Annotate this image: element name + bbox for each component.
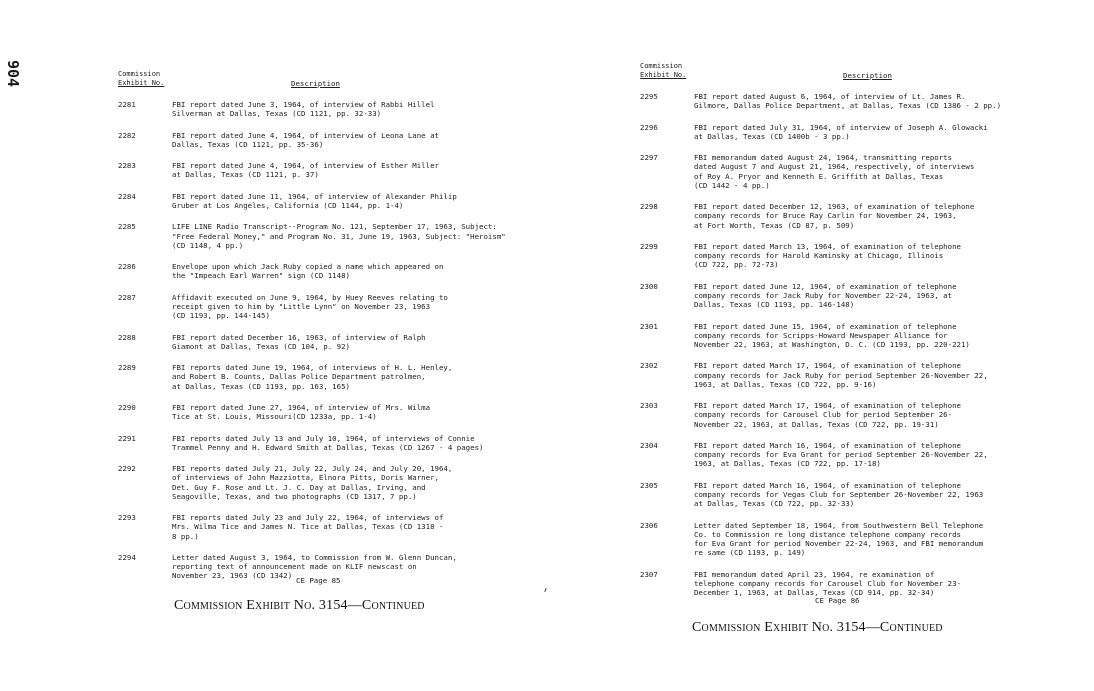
- exhibit-entry: [118, 333, 508, 351]
- exhibit-entry: [118, 262, 508, 280]
- exhibit-caption-right: Commission Exhibit No. 3154—Continued: [692, 620, 943, 635]
- exhibit-description: Letter dated September 18, 1964, from Southwestern Bell Telephone Co. to Commission re long distance telephone company records for Eva Grant for period November 22-24, 1963, and FBI memorandum re same (CD 1193, p. 149): [694, 520, 984, 558]
- exhibit-number: 2303: [640, 401, 658, 411]
- exhibit-description: FBI report dated June 4, 1964, of interview of Leona Lane at Dallas, Texas (CD 1121, pp. 35-36): [172, 130, 439, 149]
- exhibit-description: FBI report dated March 17, 1964, of examination of telephone company records for Carousel Club for period September 26- November 22, 1963, at Dallas, Texas (CD 722, pp. 19-31): [694, 401, 961, 429]
- exhibit-number: 2286: [118, 262, 136, 272]
- exhibit-entry: [118, 464, 508, 501]
- exhibit-number: 2297: [640, 153, 658, 163]
- exhibit-number: 2302: [640, 361, 658, 371]
- exhibit-description: FBI reports dated July 13 and July 10, 1964, of interviews of Connie Trammel Penny and H. Edward Smith at Dallas, Texas (CD 1267 - 4 pages): [172, 433, 484, 452]
- exhibit-entry: [640, 441, 1040, 469]
- entry-list: [640, 92, 1040, 597]
- exhibit-entry: [118, 100, 508, 118]
- exhibit-number: 2298: [640, 202, 658, 212]
- exhibit-number: 2287: [118, 292, 136, 302]
- exhibit-entry: [118, 513, 508, 541]
- exhibit-entry: [640, 521, 1040, 558]
- exhibit-entry: [118, 161, 508, 179]
- exhibit-number: 2296: [640, 122, 658, 132]
- exhibit-entry: [118, 434, 508, 452]
- exhibit-entry: [640, 202, 1040, 230]
- exhibit-entry: [640, 242, 1040, 270]
- exhibit-description: FBI reports dated July 23 and July 22, 1964, of interviews of Mrs. Wilma Tice and James N. Tice at Dallas, Texas (CD 1318 - 8 pp.): [172, 513, 444, 541]
- exhibit-description: FBI report dated June 4, 1964, of interview of Esther Miller at Dallas, Texas (CD 1121, p. 37): [172, 161, 439, 180]
- exhibit-description: FBI reports dated July 21, July 22, July 24, and July 20, 1964, of interviews of John Mazziotta, Elnora Pitts, Doris Warner, Det. Guy F. Rose and Lt. J. C. Day at Dallas, Irving, and Seagoville, Texas, and two photographs (CD 1317, 7 pp.): [172, 464, 453, 501]
- entry-list: [118, 100, 508, 581]
- exhibit-number: 2295: [640, 92, 658, 101]
- exhibit-number: 2290: [118, 402, 136, 412]
- exhibit-description: FBI report dated March 16, 1964, of examination of telephone company records for Eva Grant for period September 26-November 22, 1963, at Dallas, Texas (CD 722, pp. 17-18): [694, 440, 988, 469]
- exhibit-number: 2301: [640, 321, 658, 331]
- column-header: [118, 70, 508, 92]
- exhibit-description: FBI report dated June 3, 1964, of interview of Rabbi Hillel Silverman at Dallas, Texas (CD 1121, pp. 32-33): [172, 100, 435, 119]
- description-heading: Description: [291, 79, 340, 88]
- exhibit-number: 2306: [640, 520, 658, 530]
- exhibit-caption-left: Commission Exhibit No. 3154—Continued: [174, 598, 425, 613]
- exhibit-entry: [640, 123, 1040, 141]
- exhibit-number: 2299: [640, 241, 658, 251]
- exhibit-description: Affidavit executed on June 9, 1964, by Huey Reeves relating to receipt given to him by "Little Lynn" on November 23, 1963 (CD 1193, pp. 144-145): [172, 292, 448, 321]
- exhibit-number: 2285: [118, 222, 136, 232]
- exhibit-description: FBI report dated June 15, 1964, of examination of telephone company records for Scripps-Howard Newspaper Alliance for November 22, 1963, at Washington, D. C. (CD 1193, pp. 220-221): [694, 321, 970, 349]
- exhibit-description: FBI memorandum dated August 24, 1964, transmitting reports dated August 7 and August 21, 1964, respectively, of interviews of Roy A. Pryor and Kenneth E. Griffith at Dallas, Texas (CD 1442 - 4 pp.): [694, 153, 975, 190]
- exhibit-number: 2283: [118, 161, 136, 171]
- ce-page-label-left: CE Page 85: [296, 576, 341, 585]
- description-heading: Description: [843, 71, 892, 80]
- exhibit-entry: [640, 570, 1040, 598]
- exhibit-entry: [640, 92, 1040, 110]
- exhibit-description: FBI report dated August 6, 1964, of interview of Lt. James R. Gilmore, Dallas Police Department, at Dallas, Texas (CD 1386 - 2 pp.): [694, 92, 1002, 111]
- exhibit-entry: [640, 282, 1040, 310]
- exhibit-number: 2294: [118, 552, 136, 562]
- exhibit-entry: [118, 363, 508, 391]
- exhibit-entry: [118, 192, 508, 210]
- ce-page-label-right: CE Page 86: [815, 596, 860, 605]
- heading-line-commission: Commission: [640, 62, 683, 70]
- exhibit-number: 2307: [640, 569, 658, 579]
- exhibit-number-heading: [118, 70, 178, 87]
- exhibit-description: LIFE LINE Radio Transcript--Program No. 121, September 17, 1963, Subject: "Free Federal Money," and Program No. 31, June 19, 1963, Subject: "Heroism" (CD 1148, 4 pp.): [172, 222, 506, 250]
- exhibit-entry: [640, 322, 1040, 350]
- exhibit-number: 2305: [640, 480, 658, 490]
- exhibit-description: FBI report dated December 12, 1963, of examination of telephone company records for Bruce Ray Carlin for November 24, 1963, at Fort Worth, Texas (CD 87, p. 509): [694, 202, 975, 230]
- exhibit-description: FBI report dated March 16, 1964, of examination of telephone company records for Vegas Club for September 26-November 22, 1963 at Dallas, Texas (CD 722, pp. 32-33): [694, 480, 984, 509]
- exhibit-description: FBI report dated June 12, 1964, of examination of telephone company records for Jack Ruby for November 22-24, 1963, at Dallas, Texas (CD 1193, pp. 146-148): [694, 281, 957, 310]
- exhibit-entry: [118, 222, 508, 250]
- exhibit-number-heading: [640, 62, 700, 79]
- exhibit-description: FBI report dated June 11, 1964, of interview of Alexander Philip Gruber at Los Angeles, California (CD 1144, pp. 1-4): [172, 191, 457, 210]
- exhibit-entry: [118, 131, 508, 149]
- exhibit-description: FBI report dated July 31, 1964, of interview of Joseph A. Glowacki at Dallas, Texas (CD 1400b - 3 pp.): [694, 122, 988, 141]
- exhibit-description: Letter dated August 3, 1964, to Commission from W. Glenn Duncan, reporting text of announcement made on KLIF newscast on November 23, 1963 (CD 1342): [172, 552, 457, 581]
- exhibit-entry: [640, 153, 1040, 190]
- exhibit-description: FBI memorandum dated April 23, 1964, re examination of telephone company records for Carousel Club for November 23- December 1, 1963, at Dallas, Texas (CD 914, pp. 32-34): [694, 569, 961, 597]
- exhibit-number: 2282: [118, 130, 136, 140]
- left-page: [118, 70, 508, 593]
- exhibit-number: 2289: [118, 363, 136, 373]
- exhibit-number: 2304: [640, 440, 658, 450]
- exhibit-description: Envelope upon which Jack Ruby copied a name which appeared on the "Impeach Earl Warren" sign (CD 1148): [172, 262, 444, 281]
- exhibit-description: FBI report dated December 16, 1963, of interview of Ralph Giamont at Dallas, Texas (CD 104, p. 92): [172, 332, 426, 351]
- exhibit-number: 2291: [118, 433, 136, 443]
- stray-mark: [544, 588, 546, 592]
- right-page: [640, 62, 1040, 609]
- exhibit-number: 2288: [118, 332, 136, 342]
- page-number: 904: [4, 60, 22, 88]
- exhibit-number: 2281: [118, 100, 136, 109]
- exhibit-description: FBI reports dated June 19, 1964, of interviews of H. L. Henley, and Robert B. Counts, Dallas Police Department patrolmen, at Dallas, Texas (CD 1193, pp. 163, 165): [172, 363, 453, 391]
- exhibit-entry: [640, 361, 1040, 389]
- exhibit-entry: [640, 481, 1040, 509]
- exhibit-description: FBI report dated June 27, 1964, of interview of Mrs. Wilma Tice at St. Louis, Missouri(CD 1233a, pp. 1-4): [172, 402, 431, 422]
- heading-line-commission: Commission: [118, 70, 161, 78]
- exhibit-entry: [118, 293, 508, 321]
- exhibit-number: 2292: [118, 464, 136, 474]
- exhibit-number: 2284: [118, 191, 136, 201]
- column-header: [640, 62, 1040, 84]
- exhibit-description: FBI report dated March 13, 1964, of examination of telephone company records for Harold Kaminsky at Chicago, Illinois (CD 722, pp. 72-73): [694, 241, 961, 270]
- exhibit-number: 2300: [640, 281, 658, 291]
- heading-line-exhibit-no: Exhibit No.: [118, 78, 165, 87]
- heading-line-exhibit-no: Exhibit No.: [640, 70, 687, 79]
- exhibit-entry: [118, 403, 508, 421]
- exhibit-description: FBI report dated March 17, 1964, of examination of telephone company records for Jack Ruby for period September 26-November 22, 1963, at Dallas, Texas (CD 722, pp. 9-16): [694, 361, 988, 389]
- exhibit-entry: [640, 401, 1040, 429]
- exhibit-number: 2293: [118, 513, 136, 523]
